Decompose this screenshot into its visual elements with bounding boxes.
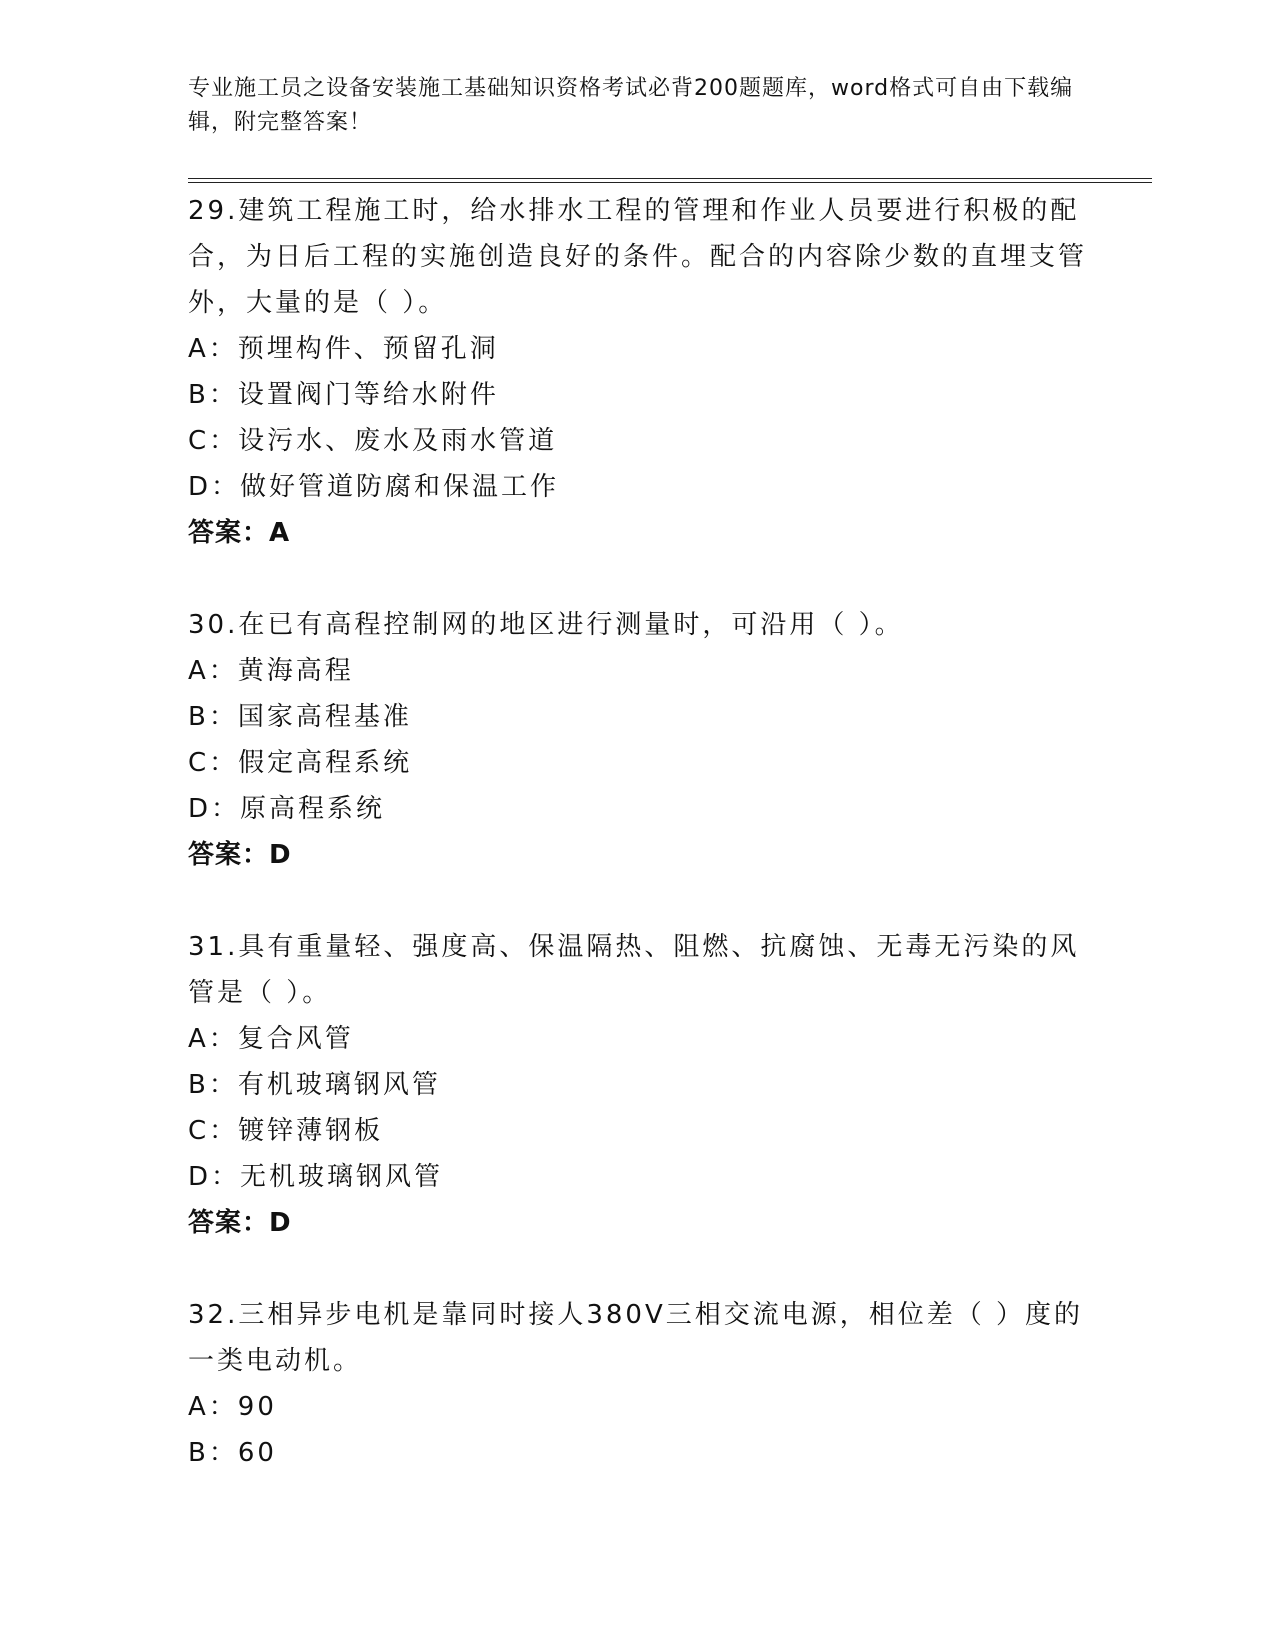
option-d: D：做好管道防腐和保温工作 <box>188 472 560 502</box>
answer-label: 答案：D <box>188 1208 292 1238</box>
option-b: B：60 <box>188 1438 277 1468</box>
question-spacer <box>188 878 1088 924</box>
question-stem: 31.具有重量轻、强度高、保温隔热、阻燃、抗腐蚀、无毒无污染的风管是（ ）。 <box>188 932 1080 1008</box>
option-a: A：黄海高程 <box>188 656 354 686</box>
option-d: D：原高程系统 <box>188 794 386 824</box>
option-a: A：90 <box>188 1392 277 1422</box>
header-divider-top <box>188 178 1152 179</box>
question-32 <box>188 1292 1088 1476</box>
question-30 <box>188 602 1088 878</box>
option-a: A：复合风管 <box>188 1024 354 1054</box>
option-a: A：预埋构件、预留孔洞 <box>188 334 499 364</box>
question-list <box>188 188 1088 1476</box>
question-stem: 30.在已有高程控制网的地区进行测量时，可沿用（ ）。 <box>188 610 904 640</box>
option-d: D：无机玻璃钢风管 <box>188 1162 444 1192</box>
header-divider-bottom <box>188 182 1152 183</box>
option-c: C：镀锌薄钢板 <box>188 1116 384 1146</box>
option-b: B：有机玻璃钢风管 <box>188 1070 441 1100</box>
question-stem: 29.建筑工程施工时，给水排水工程的管理和作业人员要进行积极的配合，为日后工程的实施创造良好的条件。配合的内容除少数的直埋支管外，大量的是（ ）。 <box>188 196 1088 318</box>
answer-label: 答案：A <box>188 518 291 548</box>
document-header: 专业施工员之设备安装施工基础知识资格考试必背200题题库，word格式可自由下载编辑，附完整答案！ <box>188 76 1074 135</box>
question-29 <box>188 188 1088 556</box>
question-stem: 32.三相异步电机是靠同时接人380V三相交流电源，相位差（ ）度的一类电动机。 <box>188 1300 1084 1376</box>
option-c: C：设污水、废水及雨水管道 <box>188 426 558 456</box>
answer-label: 答案：D <box>188 840 292 870</box>
question-spacer <box>188 1246 1088 1292</box>
question-spacer <box>188 556 1088 602</box>
option-b: B：国家高程基准 <box>188 702 412 732</box>
question-31 <box>188 924 1088 1246</box>
option-b: B：设置阀门等给水附件 <box>188 380 499 410</box>
option-c: C：假定高程系统 <box>188 748 413 778</box>
